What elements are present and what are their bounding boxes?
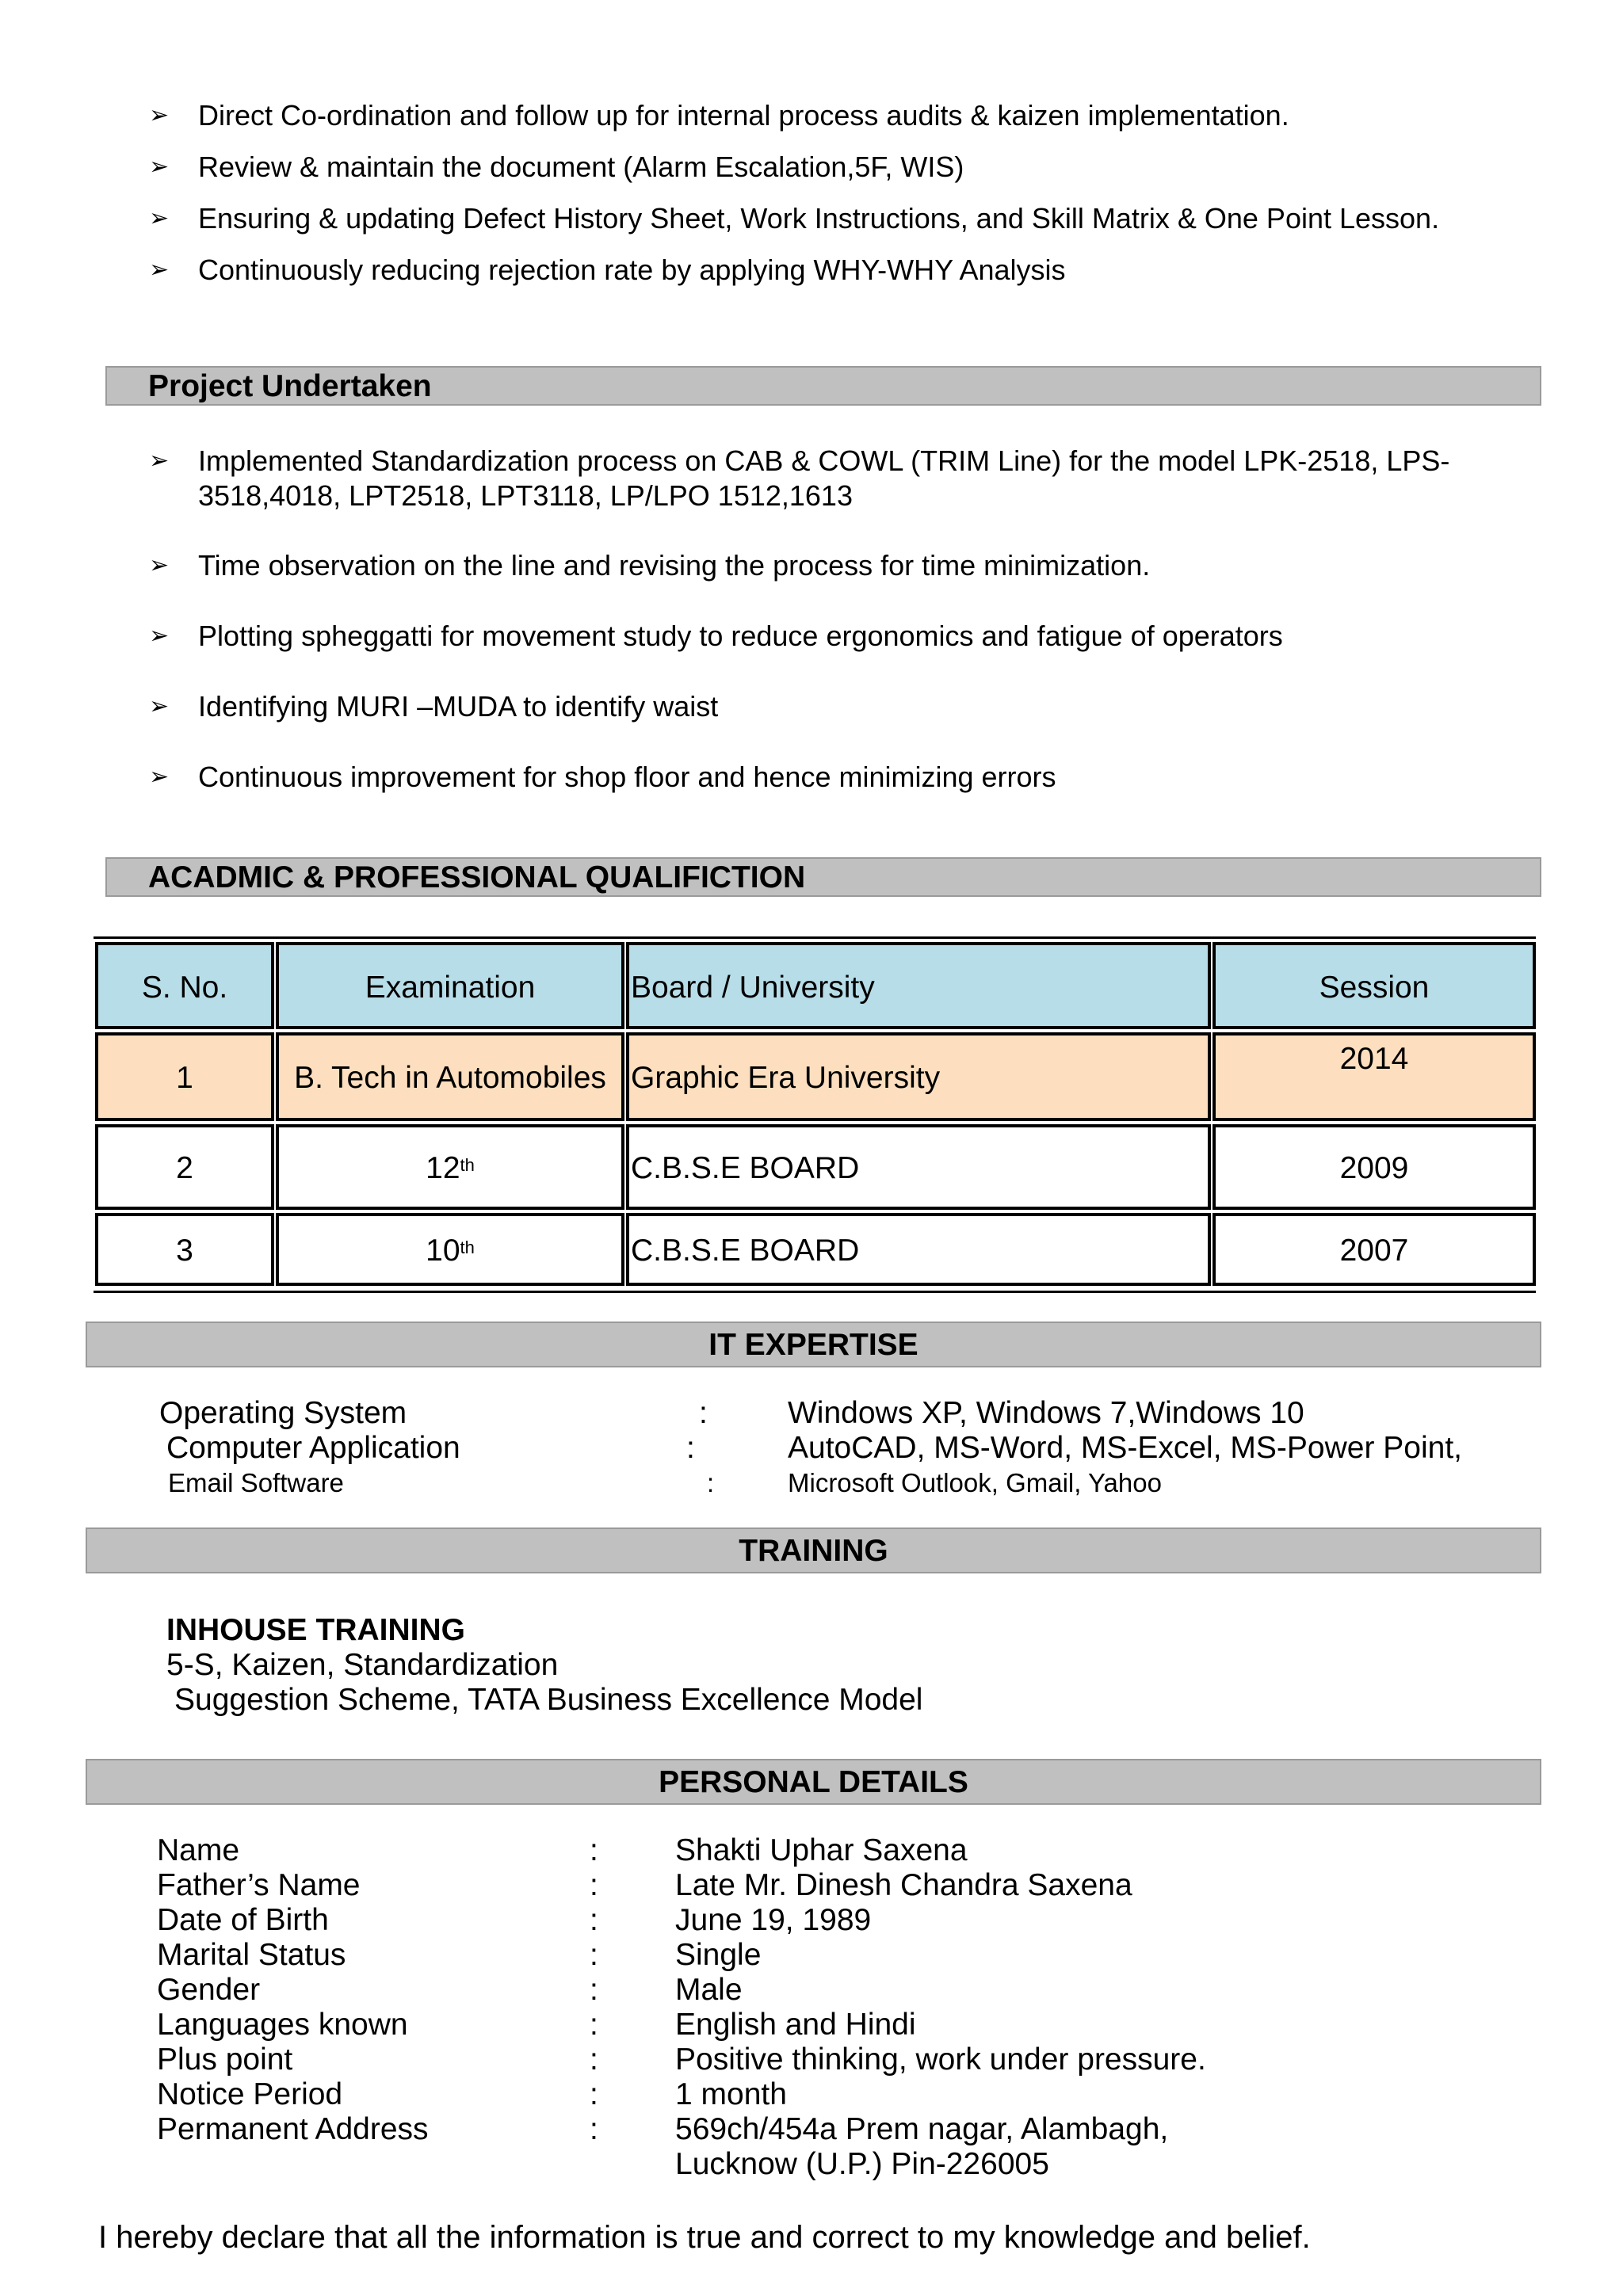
table-cell: Graphic Era University	[626, 1032, 1211, 1121]
section-title: IT EXPERTISE	[708, 1328, 918, 1362]
qualification-table	[94, 936, 1536, 1293]
table-header-cell: Examination	[276, 942, 624, 1029]
table-cell: 1	[95, 1032, 274, 1121]
arrow-bullet-icon: ➢	[149, 448, 170, 474]
project-section-header	[105, 366, 1541, 406]
arrow-bullet-icon: ➢	[149, 764, 170, 790]
resume-page: ➢ Direct Co-ordination and follow up for internal process audits & kaizen implementation. ➢ Review & maintain the document (Alarm Escalation,5F, WIS) ➢ Ensuring & updating Defect History Sheet, Work Instructions, and Skill Matrix & One Point Lesson. ➢ Continuously reducing rejection rate by applying WHY-WHY Analysis Project Undertaken ➢ Implemented Standardization process on CAB & COWL (TRIM Line) for the model LPK-2518, LPS-3518,4018, LPT2518, LPT3118, LP/LPO 1512,1613 ➢ Time observation on the line and revising the process for time minimization. ➢ Plotting spheggatti for movement study to reduce ergonomics and fatigue of operators ➢ Identifying MURI –MUDA to identify waist ➢ Continuous improvement for shop floor and hence minimizing errors ACADMIC & PROFESSIONAL QUALIFICTION S. No. Examination Board / University Session 1 B. Tech in Automobiles Graphic Era University 2014 2 12th C.B.S.E BOARD 2009 3 10th C.B.S.E BOARD 2007 IT EXPERTISE Operating System : Windows XP, Windows 7,Windows 10 Computer Application : AutoCAD, MS-Word, MS-Excel, MS-Power Point, Email Software : Microsoft Outlook, Gmail, Yahoo TRAINING INHOUSE TRAINING 5-S, Kaizen, Standardization Suggestion Scheme, TATA Business Excellence Model PERSONAL DETAILS Name : Shakti Uphar Saxena Father’s Name : Late Mr. Dinesh Chandra Saxena Date of Birth : June 19, 1989 Marital Status : Single Gender : Male Languages known : English and Hindi Plus point : Positive thinking, work under pressure. Notice Period : 1 month Permanent Address : 569ch/454a Prem nagar, Alambagh, Lucknow (U.P.) Pin-226005 I hereby declare that all the information is true and correct to my knowledge and belief.	[0, 0, 1623, 2296]
table-cell: 12th	[276, 1124, 624, 1210]
arrow-bullet-icon: ➢	[149, 257, 170, 283]
training-line: 5-S, Kaizen, Standardization	[166, 1648, 559, 1682]
table-cell: 2007	[1212, 1213, 1536, 1286]
declaration-text: I hereby declare that all the information is true and correct to my knowledge and belief.	[98, 2220, 1311, 2255]
section-title: PERSONAL DETAILS	[659, 1765, 968, 1799]
training-subheading: INHOUSE TRAINING	[166, 1613, 466, 1647]
section-title: Project Undertaken	[148, 369, 432, 403]
training-section-header	[86, 1527, 1541, 1573]
table-header-cell: Session	[1212, 942, 1536, 1029]
table-cell: 2014	[1212, 1032, 1536, 1121]
arrow-bullet-icon: ➢	[149, 693, 170, 719]
arrow-bullet-icon: ➢	[149, 623, 170, 649]
table-cell: B. Tech in Automobiles	[276, 1032, 624, 1121]
arrow-bullet-icon: ➢	[149, 552, 170, 578]
table-cell: 3	[95, 1213, 274, 1286]
table-header-cell: Board / University	[626, 942, 1211, 1029]
arrow-bullet-icon: ➢	[149, 205, 170, 231]
table-header-cell: S. No.	[95, 942, 274, 1029]
table-cell: 2009	[1212, 1124, 1536, 1210]
qualification-section-header	[105, 857, 1541, 897]
table-cell: 2	[95, 1124, 274, 1210]
section-title: TRAINING	[739, 1534, 888, 1568]
table-cell: C.B.S.E BOARD	[626, 1124, 1211, 1210]
it-section-header	[86, 1322, 1541, 1367]
address-line-2: Lucknow (U.P.) Pin-226005	[675, 2147, 1049, 2181]
personal-section-header	[86, 1759, 1541, 1805]
table-cell: C.B.S.E BOARD	[626, 1213, 1211, 1286]
training-line: Suggestion Scheme, TATA Business Excellence Model	[174, 1683, 923, 1717]
arrow-bullet-icon: ➢	[149, 154, 170, 180]
table-cell: 10th	[276, 1213, 624, 1286]
arrow-bullet-icon: ➢	[149, 102, 170, 128]
section-title: ACADMIC & PROFESSIONAL QUALIFICTION	[148, 860, 806, 894]
